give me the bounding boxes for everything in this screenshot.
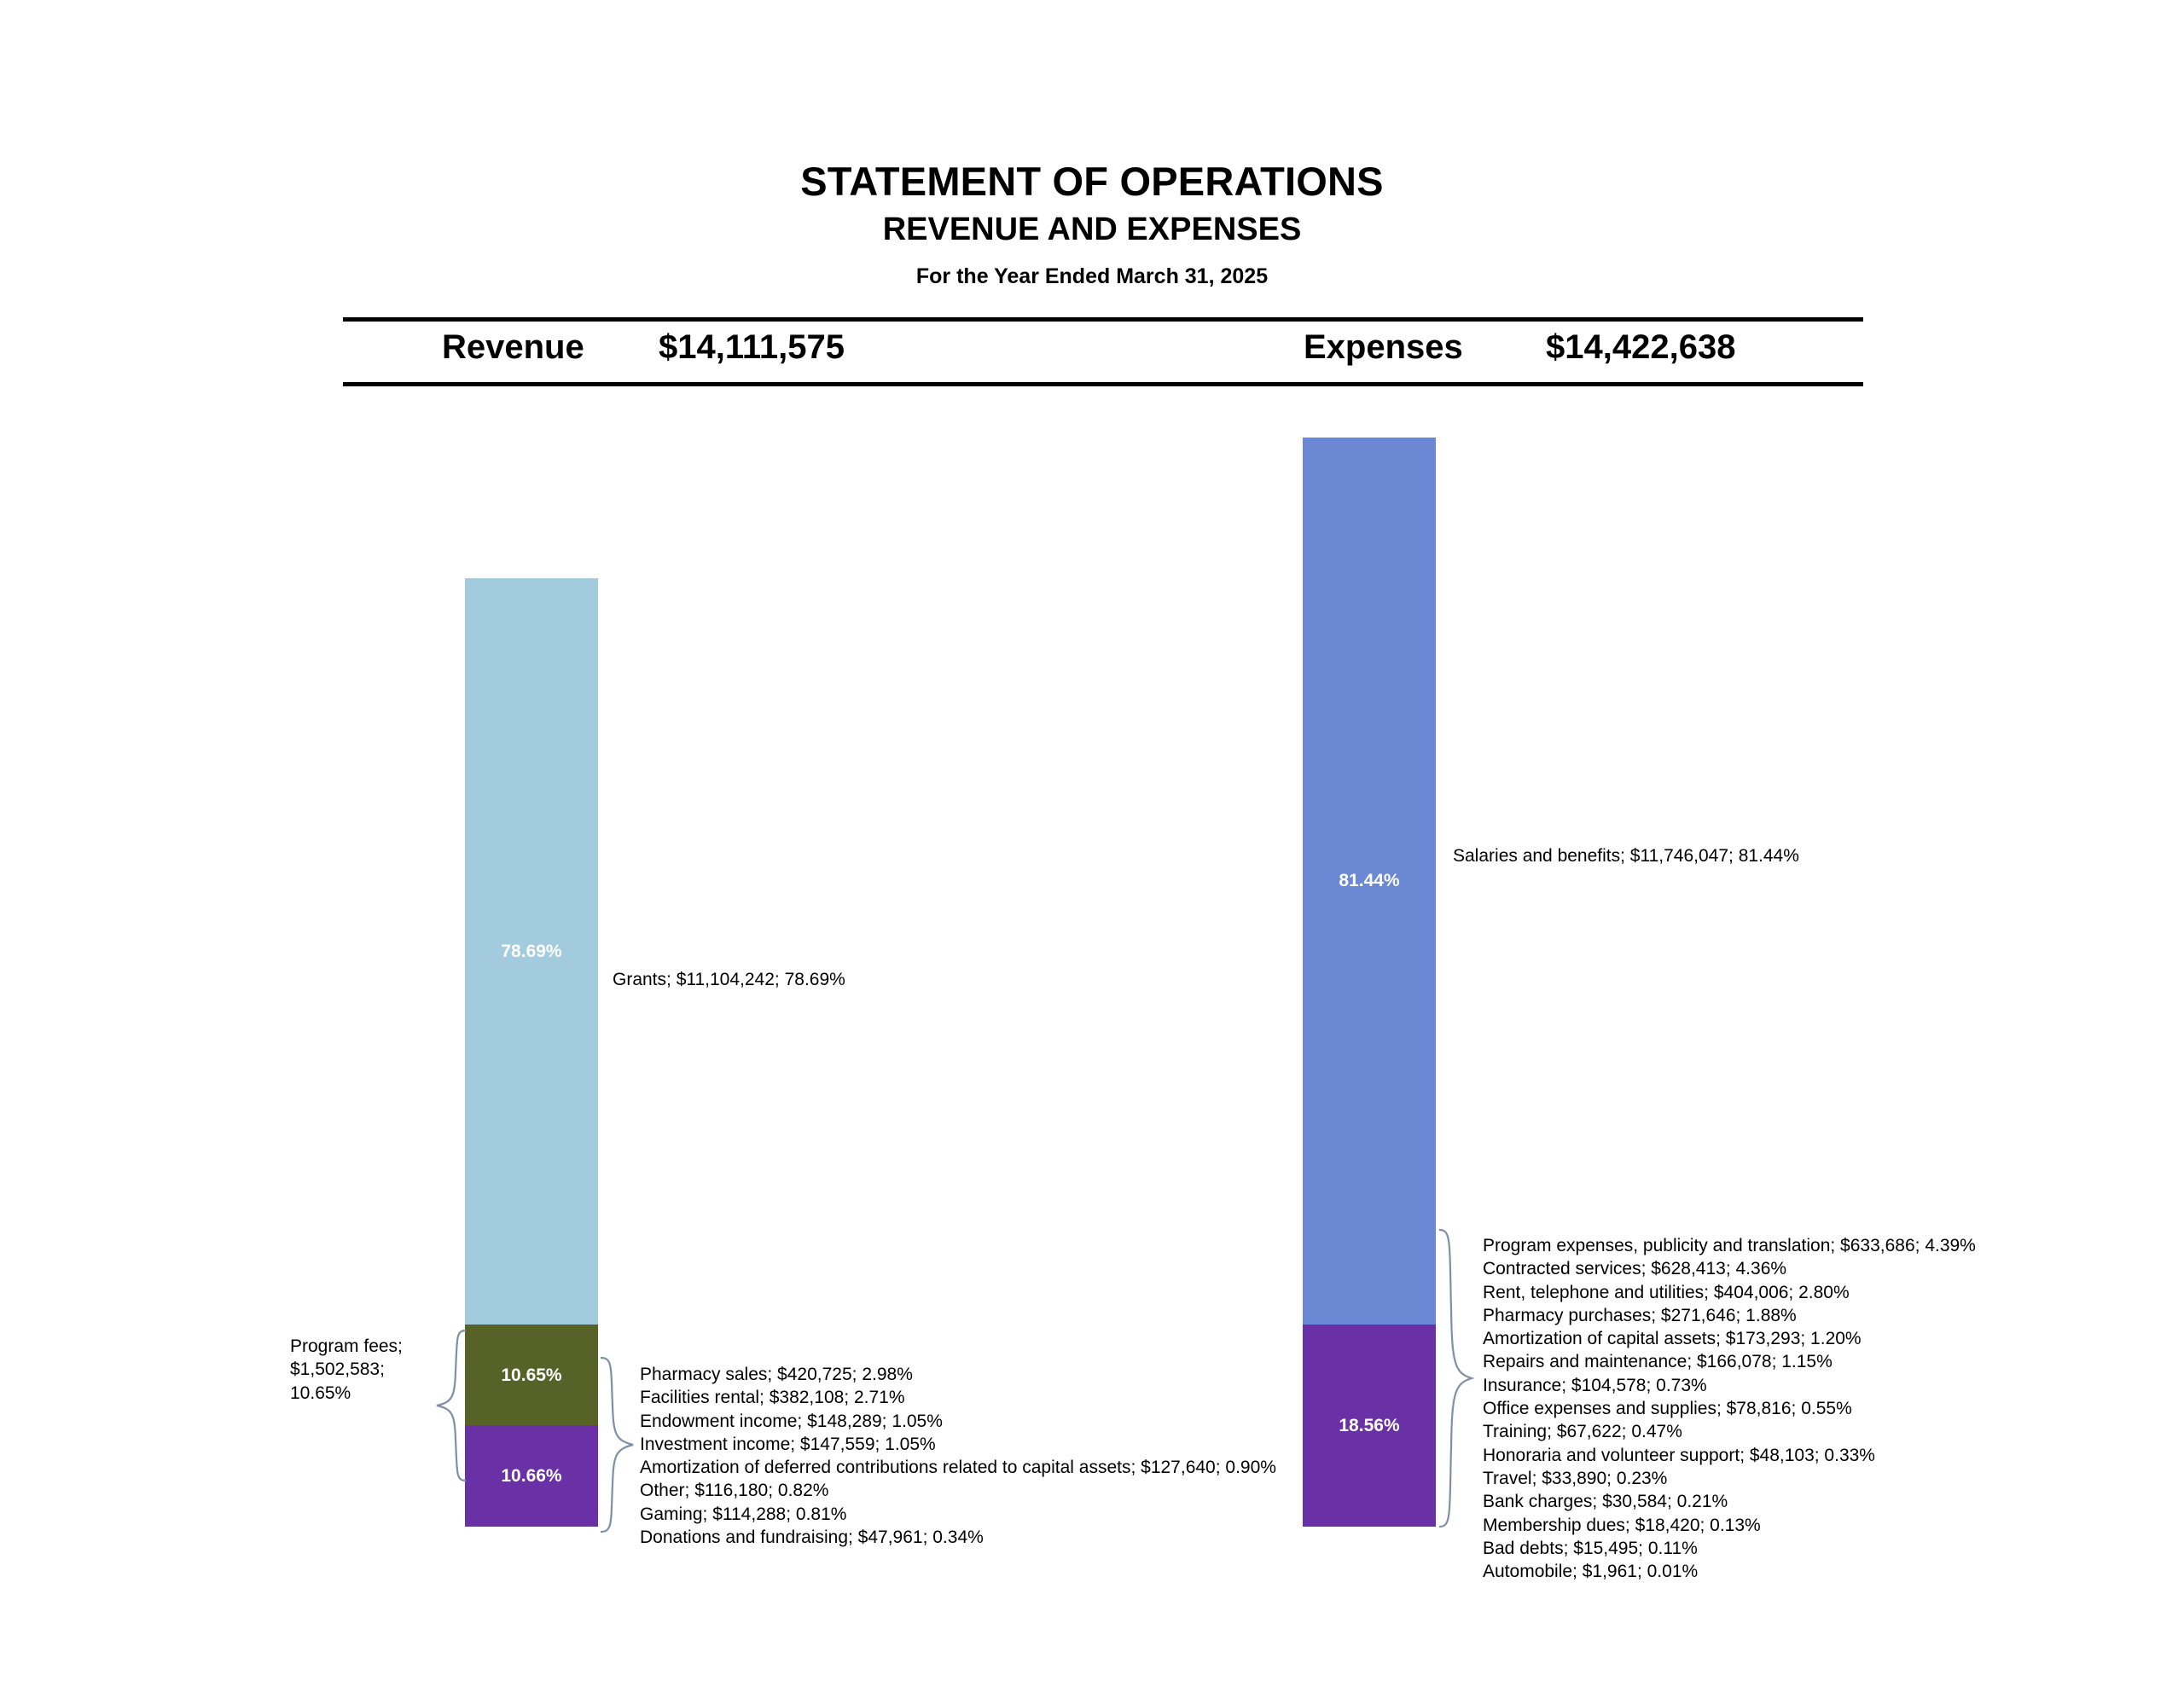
- expenses-detail-list: [1483, 1234, 1976, 1583]
- revenue-segment-other-pct: 10.66%: [501, 1466, 562, 1487]
- expenses-segment-other-pct: 18.56%: [1339, 1415, 1400, 1435]
- revenue-grants-label: Grants; $11,104,242; 78.69%: [613, 970, 845, 989]
- expenses-detail-item: Automobile; $1,961; 0.01%: [1483, 1562, 1699, 1582]
- revenue-detail-item: Facilities rental; $382,108; 2.71%: [640, 1388, 905, 1408]
- revenue-detail-item: Pharmacy sales; $420,725; 2.98%: [640, 1365, 913, 1384]
- page-title: STATEMENT OF OPERATIONS: [800, 159, 1384, 204]
- expenses-detail-item: Bad debts; $15,495; 0.11%: [1483, 1538, 1698, 1558]
- expenses-segment-salaries-pct: 81.44%: [1339, 871, 1400, 891]
- revenue-program-fees-label: [290, 1335, 444, 1405]
- expenses-detail-item: Pharmacy purchases; $271,646; 1.88%: [1483, 1305, 1797, 1325]
- revenue-detail-list: [640, 1363, 1276, 1549]
- revenue-segment-program-fees-pct: 10.65%: [501, 1365, 562, 1385]
- expenses-detail-item: Bank charges; $30,584; 0.21%: [1483, 1492, 1728, 1512]
- revenue-detail-item: Investment income; $147,559; 1.05%: [640, 1434, 936, 1454]
- revenue-segment-grants-pct: 78.69%: [501, 942, 562, 962]
- expenses-header-label: Expenses: [1304, 328, 1463, 366]
- expenses-detail-item: Office expenses and supplies; $78,816; 0.55%: [1483, 1399, 1852, 1419]
- expenses-detail-item: Amortization of capital assets; $173,293; 1.20%: [1483, 1329, 1862, 1349]
- revenue-detail-brace-icon: [597, 1356, 636, 1533]
- page-subtitle: REVENUE AND EXPENSES: [882, 212, 1302, 247]
- revenue-detail-item: Gaming; $114,288; 0.81%: [640, 1504, 847, 1524]
- expenses-detail-item: Insurance; $104,578; 0.73%: [1483, 1375, 1707, 1395]
- revenue-segment-grants: [465, 578, 598, 1325]
- expenses-detail-item: Honoraria and volunteer support; $48,103; 0.33%: [1483, 1445, 1875, 1465]
- expenses-detail-item: Travel; $33,890; 0.23%: [1483, 1468, 1668, 1488]
- expenses-detail-item: Program expenses, publicity and translation; $633,686; 4.39%: [1483, 1236, 1976, 1255]
- header-rule-top: [343, 317, 1863, 322]
- revenue-segment-program-fees: [465, 1325, 598, 1425]
- expenses-detail-item: Training; $67,622; 0.47%: [1483, 1422, 1682, 1442]
- expenses-detail-brace-icon: [1436, 1228, 1475, 1528]
- expenses-salaries-label: Salaries and benefits; $11,746,047; 81.44%: [1453, 846, 1799, 866]
- reporting-period: For the Year Ended March 31, 2025: [915, 264, 1269, 288]
- revenue-stacked-bar: [465, 578, 598, 1527]
- revenue-program-fees-label-line1: Program fees;: [290, 1336, 403, 1356]
- revenue-header-label: Revenue: [442, 328, 584, 366]
- revenue-detail-item: Other; $116,180; 0.82%: [640, 1481, 829, 1501]
- expenses-detail-item: Rent, telephone and utilities; $404,006; 2.80%: [1483, 1282, 1850, 1302]
- revenue-total-value: $14,111,575: [659, 328, 845, 366]
- expenses-total-value: $14,422,638: [1546, 328, 1736, 366]
- header-rule-bottom: [343, 382, 1863, 386]
- revenue-detail-item: Endowment income; $148,289; 1.05%: [640, 1411, 943, 1431]
- revenue-detail-item: Donations and fundraising; $47,961; 0.34%: [640, 1528, 984, 1548]
- expenses-detail-item: Membership dues; $18,420; 0.13%: [1483, 1515, 1761, 1535]
- expenses-segment-salaries: [1303, 438, 1436, 1325]
- revenue-detail-item: Amortization of deferred contributions related to capital assets; $127,640; 0.90%: [640, 1458, 1276, 1478]
- expenses-stacked-bar: [1303, 438, 1436, 1527]
- revenue-program-fees-label-line2: $1,502,583; 10.65%: [290, 1359, 385, 1403]
- revenue-segment-other: [465, 1425, 598, 1527]
- expenses-segment-other: [1303, 1325, 1436, 1527]
- expenses-detail-item: Repairs and maintenance; $166,078; 1.15%: [1483, 1352, 1833, 1372]
- expenses-detail-item: Contracted services; $628,413; 4.36%: [1483, 1259, 1787, 1279]
